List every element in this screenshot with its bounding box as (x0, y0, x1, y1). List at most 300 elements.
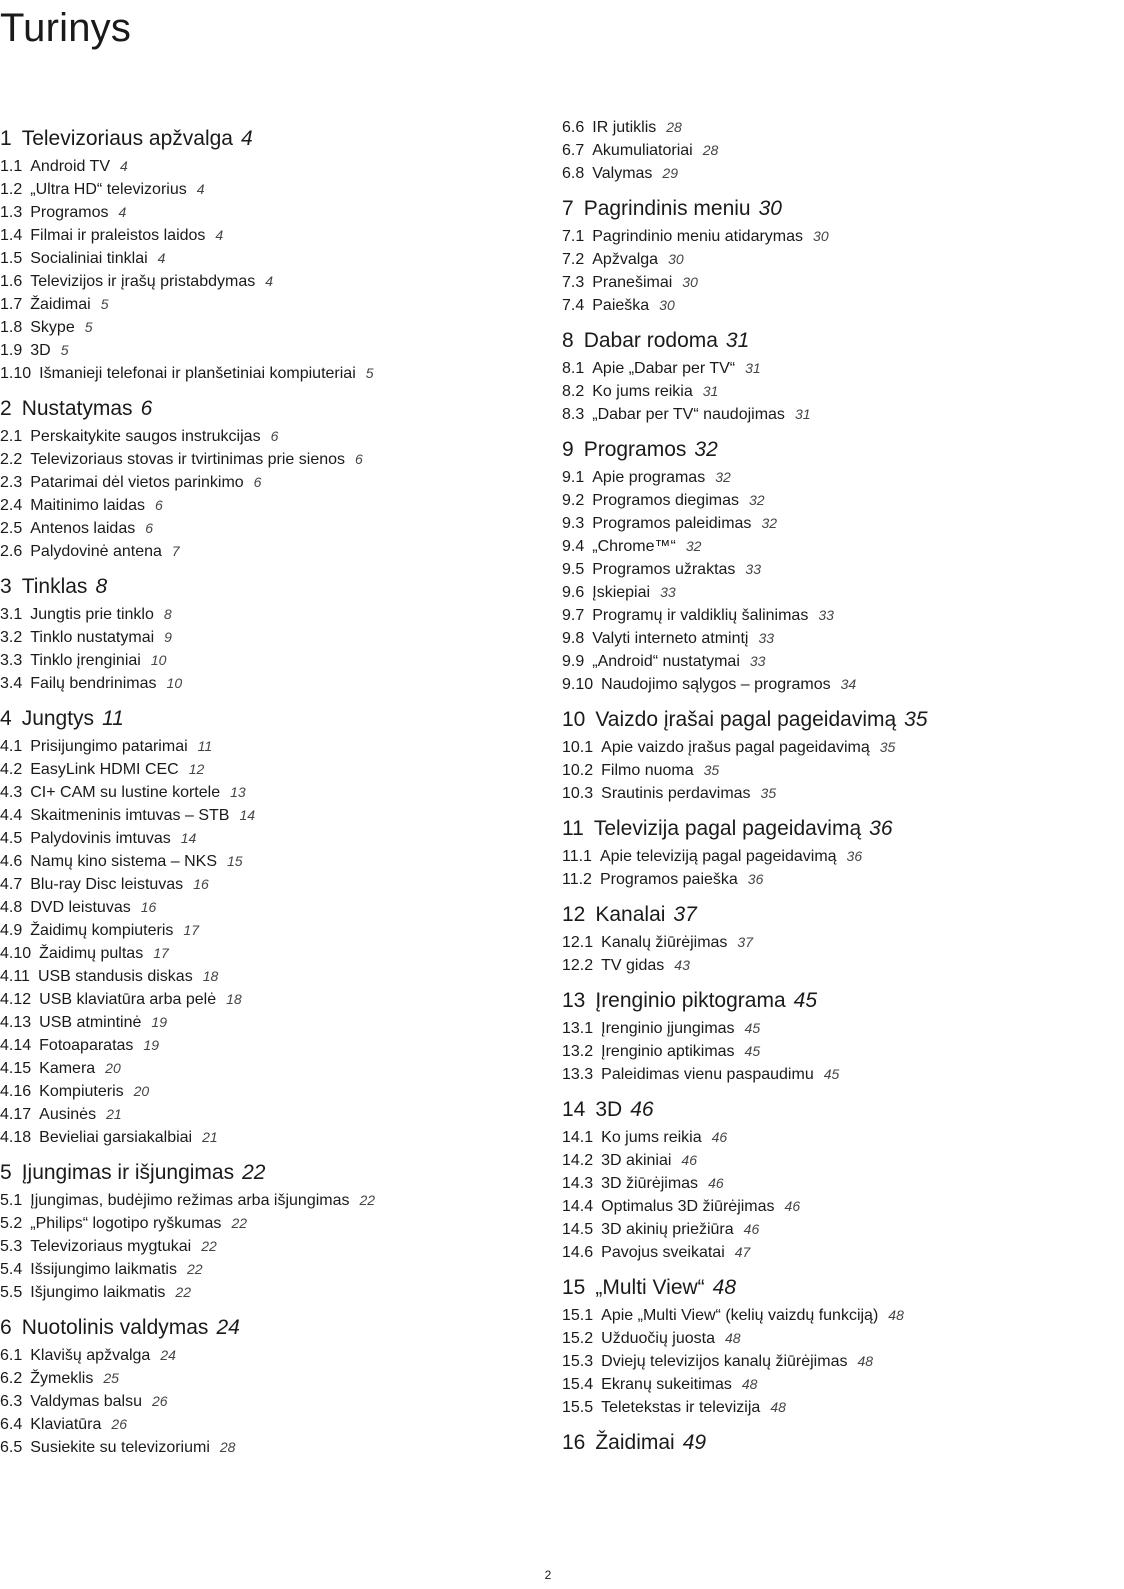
entry-title: Srautinis perdavimas (601, 785, 751, 802)
toc-section-heading[interactable] (0, 1160, 540, 1186)
section-title: „Multi View“ (595, 1276, 705, 1299)
toc-section (0, 1315, 540, 1459)
toc-section (562, 1275, 1102, 1419)
entry-number: 5.2 (0, 1215, 23, 1232)
toc-entry[interactable] (0, 965, 540, 988)
entry-title: Pranešimai (592, 274, 673, 291)
entry-title: 3D akinių priežiūra (601, 1221, 734, 1238)
toc-entry[interactable] (0, 1034, 540, 1057)
toc-entry[interactable] (562, 116, 1102, 139)
toc-entry[interactable] (562, 845, 1102, 868)
entry-number: 6.3 (0, 1393, 23, 1410)
entry-title: Paieška (592, 297, 650, 314)
toc-entry[interactable] (0, 827, 540, 850)
entry-number: 6.7 (562, 142, 585, 159)
toc-entry[interactable] (0, 1080, 540, 1103)
section-number: 2 (0, 397, 12, 420)
section-number: 7 (562, 197, 574, 220)
toc-section-heading[interactable] (562, 1430, 1102, 1456)
entry-title: Apie „Dabar per TV“ (592, 360, 736, 377)
entry-title: Failų bendrinimas (30, 675, 157, 692)
entry-title: Socialiniai tinklai (30, 250, 148, 267)
entry-page: 16 (193, 876, 209, 892)
entry-page: 32 (748, 492, 765, 508)
section-page: 49 (682, 1431, 707, 1454)
entry-number: 8.2 (562, 383, 585, 400)
entry-title: Apie programas (592, 469, 706, 486)
entry-title: „Ultra HD“ televizorius (30, 181, 187, 198)
toc-entry[interactable] (0, 362, 540, 385)
toc-entry[interactable] (0, 919, 540, 942)
toc-entry[interactable] (562, 759, 1102, 782)
entry-number: 1.6 (0, 273, 23, 290)
toc-section-heading[interactable] (562, 902, 1102, 928)
entry-title: Žaidimų kompiuteris (30, 922, 174, 939)
toc-entry[interactable] (0, 649, 540, 672)
toc-section (562, 437, 1102, 696)
entry-title: Maitinimo laidas (30, 497, 145, 514)
toc-entry[interactable] (562, 627, 1102, 650)
toc-entry[interactable] (562, 489, 1102, 512)
toc-section-heading[interactable] (0, 1315, 540, 1341)
toc-entry[interactable] (0, 1436, 540, 1459)
section-number: 9 (562, 438, 574, 461)
entry-title: Filmai ir praleistos laidos (30, 227, 206, 244)
entry-page: 19 (151, 1014, 167, 1030)
section-page: 46 (630, 1098, 654, 1121)
entry-number: 4.15 (0, 1060, 32, 1077)
entry-title: Programos diegimas (592, 492, 739, 509)
entry-title: Kompiuteris (39, 1083, 124, 1100)
entry-number: 2.3 (0, 474, 23, 491)
section-number: 14 (562, 1098, 586, 1121)
entry-page: 48 (741, 1376, 758, 1392)
entry-number: 4.8 (0, 899, 23, 916)
toc-entry[interactable] (562, 1373, 1102, 1396)
toc-entry[interactable] (0, 896, 540, 919)
toc-entry[interactable] (0, 1390, 540, 1413)
entry-page: 25 (103, 1370, 119, 1386)
toc-entry[interactable] (562, 1126, 1102, 1149)
entry-number: 6.1 (0, 1347, 23, 1364)
entry-number: 9.3 (562, 515, 585, 532)
entry-number: 2.6 (0, 543, 23, 560)
entry-title: Apie vaizdo įrašus pagal pageidavimą (601, 739, 870, 756)
entry-page: 16 (140, 899, 157, 915)
toc-entry[interactable] (0, 316, 540, 339)
entry-page: 22 (175, 1284, 191, 1300)
toc-entry[interactable] (562, 736, 1102, 759)
toc-entry[interactable] (562, 271, 1102, 294)
toc-section-heading[interactable] (0, 126, 540, 152)
entry-title: IR jutiklis (592, 119, 657, 136)
section-title: Nuotolinis valdymas (21, 1316, 209, 1339)
toc-entry[interactable] (562, 954, 1102, 977)
toc-entry[interactable] (562, 1063, 1102, 1086)
entry-page: 15 (226, 853, 243, 869)
section-title: Kanalai (595, 903, 666, 926)
toc-entry[interactable] (0, 1235, 540, 1258)
entry-title: Prisijungimo patarimai (30, 738, 188, 755)
toc-entry[interactable] (0, 201, 540, 224)
entry-title: Įrenginio įjungimas (601, 1020, 735, 1037)
entry-title: Tinklo įrenginiai (30, 652, 141, 669)
toc-entry[interactable] (562, 1172, 1102, 1195)
toc-entry[interactable] (562, 1149, 1102, 1172)
entry-page: 5 (84, 319, 93, 335)
toc-entry[interactable] (0, 540, 540, 563)
toc-entry[interactable] (562, 139, 1102, 162)
entry-title: Susiekite su televizoriumi (30, 1439, 210, 1456)
toc-entry[interactable] (562, 1241, 1102, 1264)
toc-entry[interactable] (562, 1195, 1102, 1218)
toc-entry[interactable] (0, 1011, 540, 1034)
entry-page: 4 (157, 250, 166, 266)
toc-section-heading[interactable] (562, 196, 1102, 222)
entry-number: 4.9 (0, 922, 23, 939)
entry-title: Užduočių juosta (601, 1330, 715, 1347)
entry-title: Televizoriaus stovas ir tvirtinimas prie sienos (30, 451, 346, 468)
toc-entry[interactable] (0, 1189, 540, 1212)
entry-page: 43 (674, 957, 690, 973)
entry-title: Bevieliai garsiakalbiai (39, 1129, 193, 1146)
entry-number: 12.2 (562, 957, 594, 974)
entry-page: 46 (681, 1152, 697, 1168)
entry-page: 18 (226, 991, 242, 1007)
toc-entry[interactable] (562, 512, 1102, 535)
entry-page: 45 (823, 1066, 840, 1082)
entry-title: Klaviatūra (30, 1416, 102, 1433)
entry-number: 1.10 (0, 365, 32, 382)
toc-entry[interactable] (562, 931, 1102, 954)
entry-number: 9.8 (562, 630, 585, 647)
entry-number: 1.3 (0, 204, 23, 221)
toc-entry[interactable] (0, 804, 540, 827)
toc-section-heading[interactable] (562, 988, 1102, 1014)
entry-title: Palydovinė antena (30, 543, 162, 560)
entry-title: Namų kino sistema – NKS (30, 853, 217, 870)
toc-entry[interactable] (0, 425, 540, 448)
entry-number: 1.5 (0, 250, 23, 267)
entry-number: 9.9 (562, 653, 585, 670)
toc-entry[interactable] (0, 758, 540, 781)
toc-entry[interactable] (0, 1258, 540, 1281)
entry-page: 29 (662, 165, 678, 181)
toc-section-heading[interactable] (562, 816, 1102, 842)
toc-entry[interactable] (562, 1396, 1102, 1419)
entry-title: Įjungimas, budėjimo režimas arba išjungimas (30, 1192, 350, 1209)
toc-entry[interactable] (562, 868, 1102, 891)
toc-entry[interactable] (562, 357, 1102, 380)
toc-section-heading[interactable] (562, 707, 1102, 733)
section-page: 35 (904, 708, 928, 731)
entry-title: Apie televiziją pagal pageidavimą (599, 848, 837, 865)
entry-title: USB klaviatūra arba pelė (39, 991, 217, 1008)
entry-page: 13 (230, 784, 246, 800)
entry-page: 45 (744, 1043, 761, 1059)
entry-page: 7 (171, 543, 180, 559)
toc-section-heading[interactable] (0, 574, 540, 600)
entry-number: 12.1 (562, 934, 594, 951)
toc-entry[interactable] (0, 1367, 540, 1390)
toc-entry[interactable] (0, 471, 540, 494)
toc-entry[interactable] (0, 155, 540, 178)
toc-entry[interactable] (562, 1304, 1102, 1327)
entry-title: Žaidimų pultas (39, 945, 144, 962)
entry-number: 10.2 (562, 762, 594, 779)
entry-page: 22 (186, 1261, 203, 1277)
toc-entry[interactable] (562, 1040, 1102, 1063)
toc-entry[interactable] (0, 178, 540, 201)
toc-entry[interactable] (0, 735, 540, 758)
toc-entry[interactable] (0, 850, 540, 873)
entry-page: 35 (760, 785, 777, 801)
entry-page: 8 (163, 606, 172, 622)
entry-title: Skaitmeninis imtuvas – STB (30, 807, 230, 824)
toc-entry[interactable] (0, 517, 540, 540)
toc-section-heading[interactable] (562, 1097, 1102, 1123)
entry-title: „Philips“ logotipo ryškumas (30, 1215, 222, 1232)
toc-entry[interactable] (562, 673, 1102, 696)
entry-page: 33 (745, 561, 761, 577)
toc-entry[interactable] (0, 293, 540, 316)
entry-number: 4.7 (0, 876, 23, 893)
section-page: 30 (758, 197, 782, 220)
toc-entry[interactable] (562, 535, 1102, 558)
section-page: 32 (694, 438, 718, 461)
toc-entry[interactable] (0, 942, 540, 965)
section-number: 15 (562, 1276, 586, 1299)
entry-page: 28 (666, 119, 682, 135)
toc-entry[interactable] (0, 1212, 540, 1235)
entry-page: 46 (708, 1175, 724, 1191)
toc-entry[interactable] (0, 1126, 540, 1149)
section-title: Vaizdo įrašai pagal pageidavimą (595, 708, 897, 731)
entry-title: Pavojus sveikatai (601, 1244, 725, 1261)
toc-entry[interactable] (0, 1344, 540, 1367)
entry-page: 33 (749, 653, 766, 669)
toc-entry[interactable] (562, 403, 1102, 426)
entry-page: 32 (761, 515, 778, 531)
entry-number: 15.2 (562, 1330, 594, 1347)
entry-number: 4.4 (0, 807, 23, 824)
toc-entry[interactable] (562, 162, 1102, 185)
toc-section (562, 116, 1102, 185)
entry-title: Akumuliatoriai (592, 142, 693, 159)
toc-entry[interactable] (562, 650, 1102, 673)
section-page: 8 (95, 575, 108, 598)
section-title: Įrenginio piktograma (595, 989, 786, 1012)
entry-title: Pagrindinio meniu atidarymas (592, 228, 804, 245)
toc-entry[interactable] (562, 604, 1102, 627)
toc-section (562, 1430, 1102, 1456)
entry-page: 36 (747, 871, 764, 887)
toc-section-heading[interactable] (562, 328, 1102, 354)
section-title: Pagrindinis meniu (583, 197, 751, 220)
toc-entry[interactable] (562, 581, 1102, 604)
entry-number: 15.5 (562, 1399, 594, 1416)
section-page: 4 (240, 127, 253, 150)
entry-page: 4 (118, 204, 127, 220)
entry-page: 47 (734, 1244, 751, 1260)
entry-page: 30 (659, 297, 675, 313)
entry-page: 14 (239, 807, 256, 823)
toc-section (562, 328, 1102, 426)
entry-page: 4 (196, 181, 205, 197)
entry-title: Filmo nuoma (601, 762, 694, 779)
toc-entry[interactable] (0, 1281, 540, 1304)
entry-page: 31 (745, 360, 761, 376)
entry-number: 2.5 (0, 520, 23, 537)
entry-title: „Chrome™“ (592, 538, 676, 555)
entry-page: 4 (120, 158, 128, 174)
entry-number: 14.5 (562, 1221, 594, 1238)
entry-page: 36 (846, 848, 863, 864)
toc-entry[interactable] (0, 672, 540, 695)
toc-section (562, 1097, 1102, 1264)
toc-entry[interactable] (562, 558, 1102, 581)
entry-number: 5.1 (0, 1192, 23, 1209)
toc-entry[interactable] (0, 224, 540, 247)
entry-page: 26 (152, 1393, 168, 1409)
entry-page: 33 (758, 630, 775, 646)
entry-page: 37 (737, 934, 753, 950)
entry-number: 15.1 (562, 1307, 594, 1324)
section-number: 3 (0, 575, 12, 598)
entry-number: 7.4 (562, 297, 585, 314)
toc-section-heading[interactable] (0, 706, 540, 732)
toc-entry[interactable] (0, 873, 540, 896)
entry-title: Naudojimo sąlygos – programos (601, 676, 831, 693)
entry-page: 9 (164, 629, 172, 645)
section-number: 12 (562, 903, 586, 926)
toc-entry[interactable] (562, 1218, 1102, 1241)
entry-number: 4.2 (0, 761, 23, 778)
entry-page: 30 (682, 274, 698, 290)
entry-page: 26 (111, 1416, 127, 1432)
toc-entry[interactable] (0, 448, 540, 471)
entry-title: Optimalus 3D žiūrėjimas (601, 1198, 775, 1215)
section-number: 1 (0, 127, 12, 150)
toc-entry[interactable] (0, 339, 540, 362)
entry-title: Programų ir valdiklių šalinimas (592, 607, 809, 624)
toc-entry[interactable] (562, 466, 1102, 489)
toc-section-heading[interactable] (562, 1275, 1102, 1301)
entry-title: „Android“ nustatymai (592, 653, 740, 670)
entry-title: Teletekstas ir televizija (601, 1399, 761, 1416)
entry-page: 6 (154, 497, 163, 513)
entry-title: Valyti interneto atmintį (592, 630, 749, 647)
entry-number: 4.11 (0, 968, 30, 985)
entry-page: 33 (818, 607, 834, 623)
entry-page: 48 (857, 1353, 874, 1369)
toc-section-heading[interactable] (562, 437, 1102, 463)
section-title: Įjungimas ir išjungimas (21, 1161, 235, 1184)
entry-title: Klavišų apžvalga (30, 1347, 151, 1364)
toc-entry[interactable] (562, 380, 1102, 403)
entry-number: 9.1 (562, 469, 585, 486)
section-title: 3D (595, 1098, 623, 1121)
toc-entry[interactable] (0, 1103, 540, 1126)
toc-entry[interactable] (562, 1017, 1102, 1040)
toc-entry[interactable] (562, 248, 1102, 271)
toc-entry[interactable] (0, 1413, 540, 1436)
entry-number: 4.10 (0, 945, 32, 962)
toc-entry[interactable] (0, 626, 540, 649)
toc-entry[interactable] (0, 781, 540, 804)
entry-title: Televizoriaus mygtukai (30, 1238, 192, 1255)
toc-entry[interactable] (0, 1057, 540, 1080)
entry-number: 4.6 (0, 853, 23, 870)
section-title: Televizija pagal pageidavimą (593, 817, 862, 840)
entry-page: 5 (60, 342, 69, 358)
toc-entry[interactable] (562, 294, 1102, 317)
entry-page: 33 (660, 584, 676, 600)
entry-number: 9.6 (562, 584, 585, 601)
entry-number: 4.16 (0, 1083, 32, 1100)
entry-title: Dviejų televizijos kanalų žiūrėjimas (601, 1353, 848, 1370)
toc-entry[interactable] (562, 782, 1102, 805)
toc-entry[interactable] (562, 1350, 1102, 1373)
toc-entry[interactable] (0, 247, 540, 270)
toc-entry[interactable] (562, 225, 1102, 248)
toc-entry[interactable] (0, 988, 540, 1011)
entry-page: 10 (166, 675, 183, 691)
entry-title: Blu-ray Disc leistuvas (30, 876, 184, 893)
entry-number: 2.2 (0, 451, 23, 468)
entry-title: Fotoaparatas (39, 1037, 134, 1054)
entry-title: Palydovinis imtuvas (30, 830, 171, 847)
entry-number: 9.2 (562, 492, 585, 509)
entry-number: 2.4 (0, 497, 23, 514)
toc-entry[interactable] (0, 494, 540, 517)
entry-page: 30 (668, 251, 684, 267)
entry-page: 22 (201, 1238, 217, 1254)
section-page: 11 (102, 707, 124, 730)
entry-title: Ausinės (39, 1106, 97, 1123)
entry-number: 3.2 (0, 629, 23, 646)
entry-page: 11 (197, 738, 213, 754)
entry-number: 15.3 (562, 1353, 594, 1370)
entry-number: 6.6 (562, 119, 585, 136)
toc-section (0, 396, 540, 563)
entry-page: 14 (180, 830, 197, 846)
entry-title: Perskaitykite saugos instrukcijas (30, 428, 261, 445)
toc-entry[interactable] (0, 270, 540, 293)
toc-section-heading[interactable] (0, 396, 540, 422)
entry-number: 5.3 (0, 1238, 23, 1255)
entry-title: Ekranų sukeitimas (601, 1376, 732, 1393)
entry-number: 4.1 (0, 738, 23, 755)
entry-title: Žaidimai (30, 296, 91, 313)
toc-section (562, 707, 1102, 805)
section-title: Jungtys (21, 707, 95, 730)
entry-number: 9.5 (562, 561, 585, 578)
entry-number: 14.1 (562, 1129, 594, 1146)
entry-page: 48 (724, 1330, 741, 1346)
toc-entry[interactable] (0, 603, 540, 626)
entry-number: 4.13 (0, 1014, 32, 1031)
entry-number: 11.1 (562, 848, 592, 865)
entry-page: 31 (702, 383, 719, 399)
entry-page: 17 (183, 922, 199, 938)
entry-title: Įrenginio aptikimas (601, 1043, 735, 1060)
toc-section (0, 706, 540, 1149)
section-number: 16 (562, 1431, 586, 1454)
section-number: 8 (562, 329, 574, 352)
entry-page: 30 (813, 228, 829, 244)
toc-entry[interactable] (562, 1327, 1102, 1350)
